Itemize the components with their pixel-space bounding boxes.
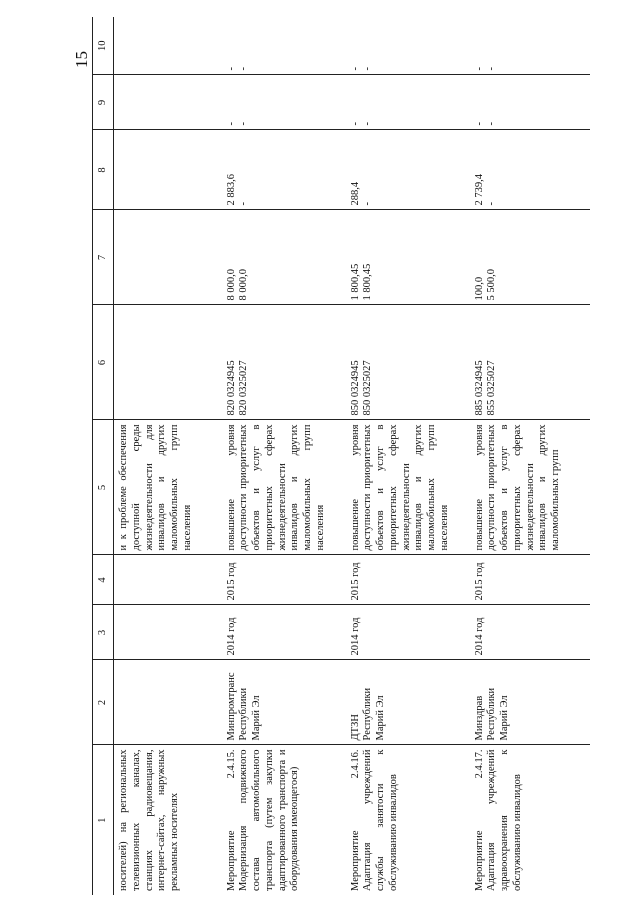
amount-line: 2 739,4: [473, 174, 485, 206]
amount-line: -: [362, 67, 374, 71]
amount-line: -: [238, 122, 250, 126]
amount-line: -: [473, 122, 485, 126]
column-header: 6: [93, 305, 114, 420]
code-line: 885 0324945: [473, 360, 485, 416]
amount-line: 2 883,6: [225, 174, 237, 206]
executor-cell: ДТЗН Республики Марий Эл: [346, 660, 470, 745]
result-cell: и к проблеме обеспечения доступной среды жизнедеятельности для инвалидов и других маломобильных групп населения: [114, 420, 222, 555]
column-header: 7: [93, 210, 114, 305]
result-cell: повышение уровня доступности приоритетных объектов и услуг в приоритетных сферах жизнедеятельности инвалидов и других маломобильных групп населения: [222, 420, 346, 555]
amount-cell: [114, 130, 222, 210]
page-number: 15: [72, 51, 91, 68]
column-header: 5: [93, 420, 114, 555]
column-header: 4: [93, 555, 114, 605]
amount-line: 8 000,0: [238, 269, 250, 301]
column-header: 9: [93, 75, 114, 130]
code-line: 855 0325027: [486, 360, 498, 416]
end-cell: 2015 год: [346, 555, 470, 605]
code-line: 820 0324945: [225, 360, 237, 416]
amount-line: -: [486, 122, 498, 126]
amount-line: 288,4: [349, 181, 361, 206]
executor-cell: [114, 660, 222, 745]
amount-line: -: [238, 202, 250, 206]
end-cell: [114, 555, 222, 605]
start-cell: 2014 год: [222, 605, 346, 660]
measure-cell: Мероприятие 2.4.15. Модернизация подвижного состава автомобильного транспорта (путем закупки адаптированного транспорта и оборудования имеющегося): [225, 749, 301, 891]
code-cell: [114, 305, 222, 420]
code-cell: [346, 305, 470, 420]
executor-cell: Минздрав Республики Марий Эл: [470, 660, 590, 745]
code-cell: [470, 305, 590, 420]
start-cell: [114, 605, 222, 660]
amount-line: 1 800,45: [349, 263, 361, 301]
amount-line: -: [225, 122, 237, 126]
amount-line: 100,0: [473, 276, 485, 301]
result-cell: повышение уровня доступности приоритетных объектов и услуг в приоритетных сферах жизнедеятельности инвалидов и других маломобильных групп населения: [346, 420, 470, 555]
amount-cell: [346, 75, 470, 130]
amount-cell: [114, 210, 222, 305]
start-cell: 2014 год: [346, 605, 470, 660]
amount-line: 5 500,0: [486, 269, 498, 301]
table-row: [114, 17, 222, 895]
code-cell: [222, 305, 346, 420]
amount-line: -: [362, 122, 374, 126]
start-cell: 2014 год: [470, 605, 590, 660]
amount-cell: [346, 130, 470, 210]
amount-cell: [222, 210, 346, 305]
table-row: [346, 17, 470, 895]
amount-line: -: [486, 67, 498, 71]
amount-cell: [470, 17, 590, 75]
measure-cell: Мероприятие 2.4.16. Адаптация учреждений службы занятости к обслуживанию инвалидов: [349, 749, 399, 891]
amount-line: -: [349, 122, 361, 126]
amount-line: 1 800,45: [362, 263, 374, 301]
amount-cell: [470, 210, 590, 305]
table-row: [470, 17, 590, 895]
executor-cell: Минпромтранс Республики Марий Эл: [222, 660, 346, 745]
amount-line: -: [486, 202, 498, 206]
measure-cell: Мероприятие 2.4.17. Адаптация учреждений здравоохранения к обслуживанию инвалидов: [473, 749, 523, 891]
amount-cell: [346, 17, 470, 75]
code-line: 820 0325027: [238, 360, 250, 416]
column-header: 1: [93, 745, 114, 895]
amount-cell: [346, 210, 470, 305]
table-row: [222, 17, 346, 895]
amount-cell: [222, 75, 346, 130]
amount-line: -: [473, 67, 485, 71]
code-line: 850 0324945: [349, 360, 361, 416]
amount-cell: [470, 130, 590, 210]
program-table: [92, 17, 590, 895]
code-line: 850 0325027: [362, 360, 374, 416]
amount-line: 8 000,0: [225, 269, 237, 301]
result-cell: повышение уровня доступности приоритетных объектов и услуг в приоритетных сферах жизнедеятельности инвалидов и других маломобильных групп: [470, 420, 590, 555]
measure-cell: носителей) на региональных телевизионных каналах, станциях радиовещания, интернет-сайтах, наружных рекламных носителях: [118, 749, 181, 891]
amount-cell: [222, 17, 346, 75]
amount-cell: [470, 75, 590, 130]
column-header: 10: [93, 17, 114, 75]
header-row: [93, 17, 114, 895]
column-header: 2: [93, 660, 114, 745]
amount-cell: [114, 17, 222, 75]
amount-line: -: [225, 67, 237, 71]
amount-line: -: [238, 67, 250, 71]
amount-line: -: [349, 67, 361, 71]
column-header: 3: [93, 605, 114, 660]
amount-cell: [222, 130, 346, 210]
column-header: 8: [93, 130, 114, 210]
amount-line: -: [362, 202, 374, 206]
end-cell: 2015 год: [470, 555, 590, 605]
end-cell: 2015 год: [222, 555, 346, 605]
amount-cell: [114, 75, 222, 130]
